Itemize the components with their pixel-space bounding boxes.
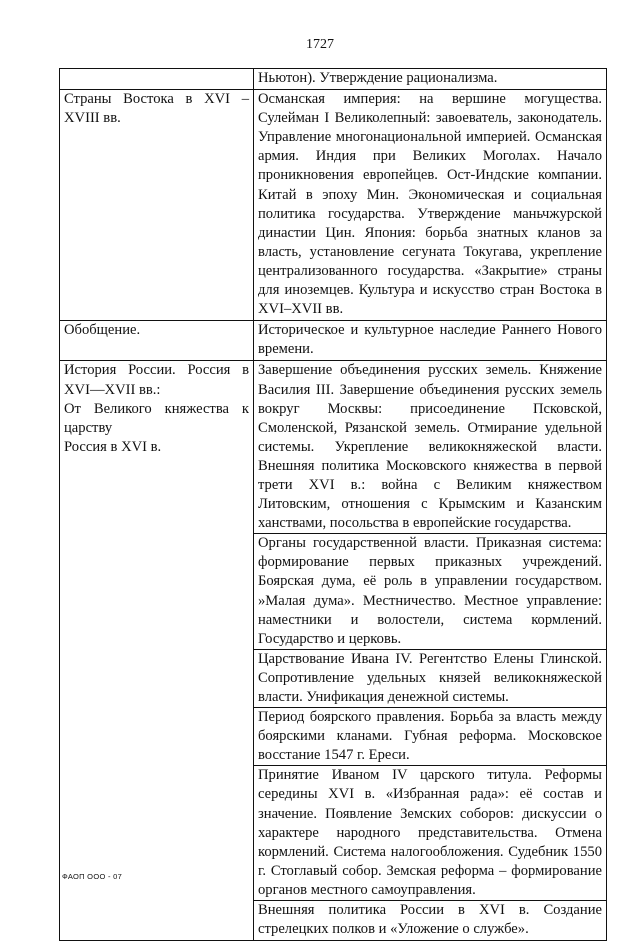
topic-cell	[60, 69, 254, 90]
content-paragraph: Органы государственной власти. Приказная система: формирование первых приказных учреждений. Боярская дума, её роль в управлении государством. »Малая дума». Местничество. Местное управление: наместники и волостели, система кормлений. Государство и церковь.	[254, 533, 606, 649]
page-number: 1727	[306, 37, 334, 52]
topic-text: От Великого княжества к царству	[64, 400, 249, 436]
content-cell	[254, 361, 607, 941]
topic-text: Россия в XVI в.	[64, 438, 162, 455]
content-paragraph: Принятие Иваном IV царского титула. Реформы середины XVI в. «Избранная рада»: её состав и значение. Появление Земских соборов: дискуссии о характере народного представительства. Отмена кормлений. Система налогообложения. Судебник 1550 г. Стоглавый собор. Земская реформа – формирование органов местного самоуправления.	[254, 765, 606, 900]
topic-text: Обобщение.	[64, 322, 141, 339]
content-cell	[254, 90, 607, 321]
content-paragraph: Историческое и культурное наследие Раннего Нового времени.	[258, 322, 602, 358]
content-paragraph: Внешняя политика России в XVI в. Создание стрелецких полков и «Уложение о службе».	[254, 900, 606, 939]
content-paragraph: Ньютон). Утверждение рационализма.	[258, 70, 498, 86]
topic-text: Страны Востока в XVI – XVIII вв.	[64, 91, 249, 127]
footer-code: ФАОП ООО - 07	[62, 872, 123, 881]
topic-text: История России. Россия в XVI—XVII вв.:	[64, 362, 249, 398]
content-paragraph: Царствование Ивана IV. Регентство Елены Глинской. Сопротивление удельных князей великокняжеской власти. Унификация денежной системы.	[254, 649, 606, 707]
topic-cell	[60, 321, 254, 361]
topic-cell	[60, 90, 254, 321]
content-cell	[254, 69, 607, 90]
table-row	[60, 321, 607, 361]
table-row	[60, 90, 607, 321]
content-cell	[254, 321, 607, 361]
content-paragraph: Завершение объединения русских земель. Княжение Василия III. Завершение объединения русских земель вокруг Москвы: присоединение Псковской, Смоленской, Рязанской земель. Отмирание удельной системы. Укрепление великокняжеской власти. Внешняя политика Московского княжества в первой трети XVI в.: война с Великим княжеством Литовским, отношения с Крымским и Казанским ханствами, посольства в европейские государства.	[258, 362, 602, 532]
content-paragraph: Период боярского правления. Борьба за власть между боярскими кланами. Губная реформа. Московское восстание 1547 г. Ереси.	[254, 707, 606, 765]
curriculum-table	[59, 68, 607, 941]
table-row	[60, 69, 607, 90]
table-row	[60, 361, 607, 941]
topic-cell	[60, 361, 254, 941]
content-paragraph: Османская империя: на вершине могущества. Сулейман I Великолепный: завоеватель, законодатель. Управление многонациональной империей. Османская армия. Индия при Великих Моголах. Начало проникновения европейцев. Ост-Индские компании. Китай в эпоху Мин. Экономическая и социальная политика государства. Утверждение маньчжурской династии Цин. Япония: борьба знатных кланов за власть, установление сегуната Токугава, укрепление централизованного государства. «Закрытие» страны для иноземцев. Культура и искусство стран Востока в XVI–XVII вв.	[258, 91, 602, 318]
